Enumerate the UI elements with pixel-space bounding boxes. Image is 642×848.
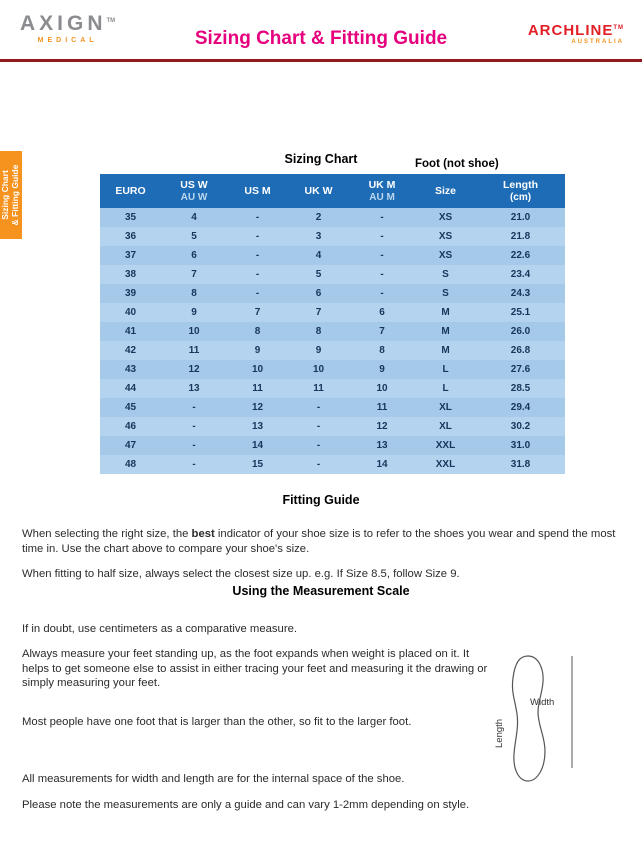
table-cell: -	[288, 455, 349, 474]
table-cell: 10	[349, 379, 415, 398]
table-row	[100, 379, 565, 398]
table-cell: 13	[349, 436, 415, 455]
table-cell: -	[161, 417, 227, 436]
column-header: UK M AU M	[349, 174, 415, 208]
table-cell: -	[161, 455, 227, 474]
table-row	[100, 360, 565, 379]
table-cell: 9	[227, 341, 288, 360]
table-cell: 7	[227, 303, 288, 322]
table-cell: 45	[100, 398, 161, 417]
table-cell: 7	[288, 303, 349, 322]
table-cell: XS	[415, 227, 476, 246]
table-cell: L	[415, 360, 476, 379]
table-cell: 29.4	[476, 398, 565, 417]
table-cell: -	[227, 208, 288, 227]
sizing-table	[100, 174, 565, 474]
measurement-paragraph-1: If in doubt, use centimeters as a comparative measure.	[22, 623, 298, 636]
table-cell: 3	[288, 227, 349, 246]
archline-logo-name: ARCHLINE™	[527, 22, 624, 39]
fitting-guide-title: Fitting Guide	[282, 493, 360, 507]
table-cell: 11	[227, 379, 288, 398]
table-cell: 4	[161, 208, 227, 227]
table-cell: 48	[100, 455, 161, 474]
table-row	[100, 398, 565, 417]
trademark-symbol: TM	[613, 25, 624, 31]
table-cell: 26.0	[476, 322, 565, 341]
width-label: Width	[530, 697, 555, 708]
table-row	[100, 265, 565, 284]
sizing-table-head	[100, 174, 565, 208]
table-cell: 24.3	[476, 284, 565, 303]
table-cell: 35	[100, 208, 161, 227]
table-cell: 11	[349, 398, 415, 417]
page-title: Sizing Chart & Fitting Guide	[194, 28, 448, 49]
table-cell: 11	[161, 341, 227, 360]
measurement-paragraph-5: Please note the measurements are only a guide and can vary 1-2mm depending on style.	[22, 799, 470, 812]
axign-logo-name: AXIGN™	[20, 12, 116, 35]
table-cell: M	[415, 322, 476, 341]
table-cell: 37	[100, 246, 161, 265]
table-cell: 5	[161, 227, 227, 246]
table-cell: -	[288, 436, 349, 455]
table-cell: M	[415, 341, 476, 360]
table-cell: S	[415, 284, 476, 303]
table-cell: -	[161, 436, 227, 455]
table-cell: 9	[288, 341, 349, 360]
axign-logo-subtitle: MEDICAL	[37, 37, 98, 44]
sizing-table-body	[100, 208, 565, 474]
table-cell: -	[349, 284, 415, 303]
table-cell: 23.4	[476, 265, 565, 284]
measurement-paragraph-4: All measurements for width and length are for the internal space of the shoe.	[22, 773, 405, 786]
trademark-symbol: TM	[106, 18, 116, 24]
table-cell: XXL	[415, 455, 476, 474]
foot-not-shoe-label: Foot (not shoe)	[415, 158, 499, 170]
foot-outline	[512, 656, 545, 781]
sizing-chart-title: Sizing Chart	[284, 152, 358, 166]
column-header: US M	[227, 174, 288, 208]
table-row	[100, 284, 565, 303]
table-cell: 6	[349, 303, 415, 322]
table-cell: 31.8	[476, 455, 565, 474]
table-cell: 7	[161, 265, 227, 284]
column-header: US W AU W	[161, 174, 227, 208]
measurement-paragraph-3: Most people have one foot that is larger than the other, so fit to the larger foot.	[22, 716, 412, 729]
archline-logo-subtitle: AUSTRALIA	[571, 39, 624, 45]
table-cell: 11	[288, 379, 349, 398]
measurement-paragraph-2: Always measure your feet standing up, as the foot expands when weight is placed on it. It helps to get someone else to assist in either tracing your feet and measuring it the drawing or simply measuring your feet.	[22, 648, 488, 690]
table-cell: 38	[100, 265, 161, 284]
column-header: EURO	[100, 174, 161, 208]
table-cell: 12	[349, 417, 415, 436]
table-row	[100, 341, 565, 360]
table-cell: -	[288, 417, 349, 436]
table-cell: 14	[227, 436, 288, 455]
table-cell: 6	[161, 246, 227, 265]
table-cell: 25.1	[476, 303, 565, 322]
table-cell: XL	[415, 417, 476, 436]
table-cell: -	[349, 265, 415, 284]
side-tab-label: Sizing Chart & Fitting Guide	[0, 164, 20, 226]
emphasis-text: best	[191, 528, 215, 541]
table-cell: 28.5	[476, 379, 565, 398]
table-cell: XXL	[415, 436, 476, 455]
table-cell: 8	[227, 322, 288, 341]
table-cell: 15	[227, 455, 288, 474]
table-cell: 26.8	[476, 341, 565, 360]
archline-logo	[528, 22, 624, 45]
table-cell: 12	[161, 360, 227, 379]
table-cell: 10	[227, 360, 288, 379]
table-cell: 9	[349, 360, 415, 379]
table-row	[100, 417, 565, 436]
table-cell: -	[227, 246, 288, 265]
table-cell: 47	[100, 436, 161, 455]
table-cell: -	[288, 398, 349, 417]
table-cell: -	[349, 246, 415, 265]
table-cell: 5	[288, 265, 349, 284]
table-cell: 13	[161, 379, 227, 398]
table-row	[100, 303, 565, 322]
header-divider	[0, 59, 642, 62]
table-cell: 21.0	[476, 208, 565, 227]
table-cell: 8	[349, 341, 415, 360]
foot-measurement-diagram	[488, 648, 580, 790]
table-cell: 44	[100, 379, 161, 398]
table-cell: 41	[100, 322, 161, 341]
table-cell: 40	[100, 303, 161, 322]
column-header: Length (cm)	[476, 174, 565, 208]
table-row	[100, 246, 565, 265]
table-cell: -	[227, 284, 288, 303]
table-cell: 14	[349, 455, 415, 474]
table-cell: -	[349, 227, 415, 246]
table-cell: 42	[100, 341, 161, 360]
table-cell: 12	[227, 398, 288, 417]
table-cell: 2	[288, 208, 349, 227]
table-cell: 36	[100, 227, 161, 246]
table-cell: M	[415, 303, 476, 322]
table-cell: 30.2	[476, 417, 565, 436]
table-row	[100, 227, 565, 246]
table-row	[100, 455, 565, 474]
table-cell: 43	[100, 360, 161, 379]
table-cell: 10	[288, 360, 349, 379]
table-cell: 21.8	[476, 227, 565, 246]
table-cell: 39	[100, 284, 161, 303]
table-cell: XS	[415, 246, 476, 265]
table-cell: 27.6	[476, 360, 565, 379]
table-row	[100, 322, 565, 341]
table-cell: -	[227, 227, 288, 246]
table-cell: 7	[349, 322, 415, 341]
table-cell: 8	[161, 284, 227, 303]
table-row	[100, 436, 565, 455]
table-cell: 6	[288, 284, 349, 303]
table-row	[100, 208, 565, 227]
table-cell: 22.6	[476, 246, 565, 265]
column-header: Size	[415, 174, 476, 208]
table-cell: 8	[288, 322, 349, 341]
table-cell: XL	[415, 398, 476, 417]
table-cell: 4	[288, 246, 349, 265]
table-cell: -	[227, 265, 288, 284]
fitting-guide-paragraph-1: When selecting the right size, the best indicator of your shoe size is to refer to the shoes you wear and spend the most time in. Use the chart above to compare your shoe's size.	[22, 528, 616, 555]
table-cell: 46	[100, 417, 161, 436]
table-cell: 9	[161, 303, 227, 322]
table-cell: 13	[227, 417, 288, 436]
column-header: UK W	[288, 174, 349, 208]
table-cell: -	[161, 398, 227, 417]
measurement-scale-title: Using the Measurement Scale	[232, 584, 410, 598]
fitting-guide-paragraph-2: When fitting to half size, always select the closest size up. e.g. If Size 8.5, follow Size 9.	[22, 568, 460, 581]
table-cell: XS	[415, 208, 476, 227]
length-label: Length	[494, 718, 505, 748]
table-cell: L	[415, 379, 476, 398]
table-cell: 31.0	[476, 436, 565, 455]
table-cell: 10	[161, 322, 227, 341]
table-cell: -	[349, 208, 415, 227]
table-header-row	[100, 174, 565, 208]
table-cell: S	[415, 265, 476, 284]
